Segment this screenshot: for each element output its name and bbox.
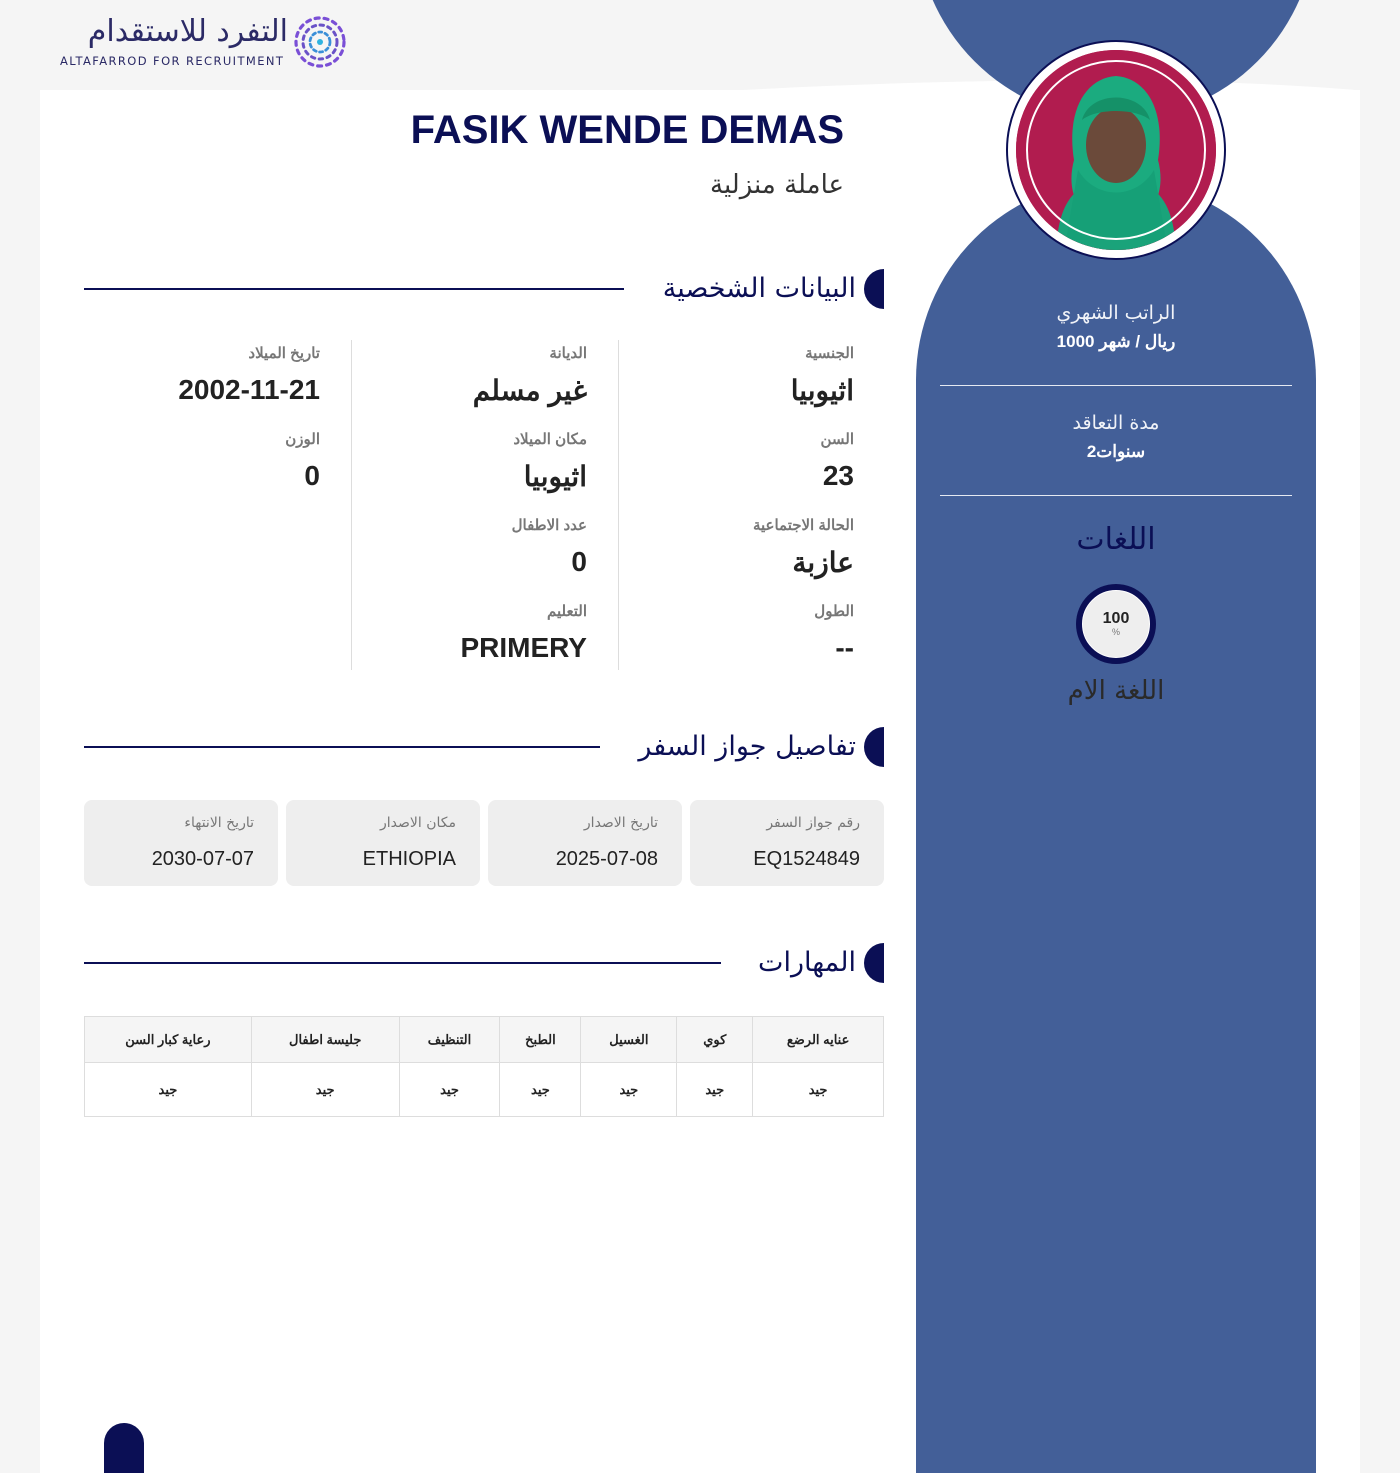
skill-header: جليسة اطفال <box>251 1017 399 1063</box>
language-name: اللغة الام <box>1067 676 1165 706</box>
section-title: تفاصيل جواز السفر <box>638 731 856 762</box>
skill-rating: جيد <box>581 1063 677 1117</box>
candidate-name: FASIK WENDE DEMAS <box>410 108 844 152</box>
skill-rating: جيد <box>85 1063 252 1117</box>
skill-rating: جيد <box>399 1063 500 1117</box>
field-marital-status <box>753 516 854 579</box>
field-label: التعليم <box>547 603 587 620</box>
field-nationality <box>791 344 854 407</box>
issue-date-card <box>488 800 682 886</box>
section-tab <box>864 269 884 309</box>
card-label: رقم جواز السفر <box>766 815 860 831</box>
card-value: EQ1524849 <box>753 848 860 870</box>
skill-header: رعاية كبار السن <box>85 1017 252 1063</box>
language-percent: 100 <box>1102 610 1130 627</box>
contract-block <box>940 412 1292 462</box>
cv-page <box>40 0 1360 1473</box>
field-label: السن <box>820 431 854 448</box>
field-children <box>512 516 587 578</box>
field-value: -- <box>835 632 854 663</box>
card-label: تاريخ الانتهاء <box>184 815 254 831</box>
skills-section-header <box>84 943 884 983</box>
field-label: الحالة الاجتماعية <box>752 517 854 534</box>
field-value: عازبة <box>792 547 854 578</box>
skill-header: الطبخ <box>500 1017 581 1063</box>
personal-column <box>618 340 884 670</box>
logo-mark-icon <box>292 14 348 70</box>
field-label: الديانة <box>549 345 587 362</box>
footer-tab-shape <box>104 1423 144 1473</box>
field-birthdate <box>178 344 320 406</box>
table-header-row <box>85 1017 884 1063</box>
profile-photo-frame <box>1006 40 1226 260</box>
language-percent-sign: % <box>1111 627 1120 637</box>
card-value: ETHIOPIA <box>362 848 456 870</box>
skill-header: الغسيل <box>581 1017 677 1063</box>
sidebar-panel <box>916 180 1316 1473</box>
field-value: 23 <box>822 460 854 491</box>
field-value: اثيوبيا <box>523 461 587 492</box>
skill-header: كوي <box>677 1017 753 1063</box>
card-value: 2025-07-08 <box>555 848 658 870</box>
salary-value: 1000 ريال / شهر <box>1056 332 1176 351</box>
language-level-inner <box>1082 590 1150 658</box>
logo-arabic-text: التفرد للاستقدام <box>87 14 288 49</box>
language-level-circle <box>1076 584 1156 664</box>
logo-english-text: ALTAFARROD FOR RECRUITMENT <box>60 54 285 68</box>
sidebar-divider <box>940 495 1292 496</box>
field-weight <box>285 430 320 492</box>
table-row <box>85 1063 884 1117</box>
skill-rating: جيد <box>500 1063 581 1117</box>
salary-block <box>940 302 1292 352</box>
field-label: الجنسية <box>805 345 854 362</box>
skill-header: عنايه الرضع <box>753 1017 884 1063</box>
sidebar-divider <box>940 385 1292 386</box>
salary-label: الراتب الشهري <box>1056 302 1176 324</box>
photo-inner-ring <box>1026 60 1206 240</box>
skill-rating: جيد <box>677 1063 753 1117</box>
field-value: PRIMERY <box>460 632 587 663</box>
section-tab <box>864 943 884 983</box>
skill-rating: جيد <box>251 1063 399 1117</box>
field-value: 2002-11-21 <box>178 374 320 405</box>
skills-table <box>84 1016 884 1117</box>
company-logo <box>60 12 360 72</box>
section-rule <box>84 962 721 964</box>
field-height <box>814 602 854 664</box>
passport-number-card <box>690 800 884 886</box>
field-birthplace <box>513 430 587 493</box>
issue-place-card <box>286 800 480 886</box>
contract-label: مدة التعاقد <box>1072 412 1160 434</box>
section-tab <box>864 727 884 767</box>
skill-rating: جيد <box>753 1063 884 1117</box>
card-label: مكان الاصدار <box>380 815 456 831</box>
personal-section-header <box>84 269 884 309</box>
field-label: عدد الاطفال <box>511 517 587 534</box>
job-title: عاملة منزلية <box>710 170 844 200</box>
section-title: المهارات <box>758 947 856 978</box>
languages-title: اللغات <box>1076 522 1156 557</box>
field-value: غير مسلم <box>472 375 587 406</box>
card-value: 2030-07-07 <box>151 848 254 870</box>
contract-value: 2سنوات <box>1086 442 1146 461</box>
profile-photo <box>1016 50 1216 250</box>
field-label: مكان الميلاد <box>513 431 587 448</box>
section-title: البيانات الشخصية <box>662 273 856 304</box>
field-age <box>820 430 854 492</box>
field-label: تاريخ الميلاد <box>248 345 320 362</box>
field-label: الوزن <box>285 431 320 448</box>
expiry-date-card <box>84 800 278 886</box>
passport-section-header <box>84 727 884 767</box>
field-value: 0 <box>571 546 587 577</box>
card-label: تاريخ الاصدار <box>583 815 658 831</box>
field-value: 0 <box>304 460 320 491</box>
personal-column <box>351 340 617 670</box>
field-religion <box>473 344 587 407</box>
personal-column <box>84 340 350 670</box>
section-rule <box>84 288 624 290</box>
field-education <box>460 602 587 664</box>
section-rule <box>84 746 600 748</box>
skill-header: التنظيف <box>399 1017 500 1063</box>
field-value: اثيوبيا <box>790 375 854 406</box>
field-label: الطول <box>814 603 854 620</box>
